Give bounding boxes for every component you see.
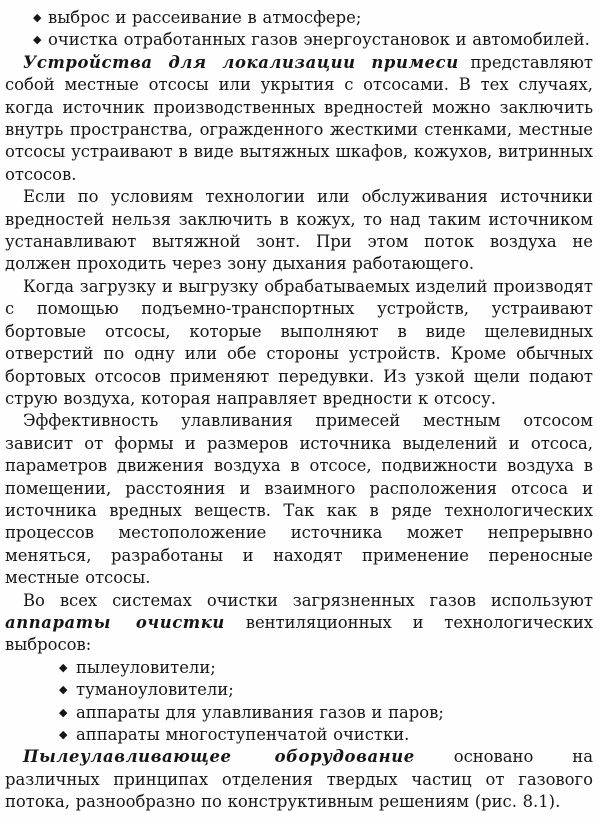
diamond-bullet-icon: ◆: [33, 33, 42, 47]
paragraph-text: Когда загрузку и выгрузку обрабатываемых изделий производят с помощью подъемно-транспортных устройств, устраивают бортовые отсосы, которые выполняют в виде щелевидных отверстий по одну или обе стороны устройств. Кроме обычных бортовых отсосов применяют передувки. Из узкой щели подают струю воздуха, которая направляет вредности к отсосу.: [5, 276, 593, 408]
paragraph-text: Во всех системах очистки загрязненных газов используют: [23, 590, 593, 610]
list-item-text: очистка отработанных газов энергоустановок и автомобилей.: [48, 30, 590, 50]
diamond-bullet-icon: ◆: [59, 683, 68, 697]
term-cleaning-apparatus: аппараты очистки: [5, 612, 225, 632]
cleaning-apparatus-list: [5, 657, 593, 747]
paragraph-side-suction: [5, 276, 593, 410]
list-item-text: пылеуловители;: [76, 657, 216, 677]
paragraph-text: вентиляционных и технологических выбросов:: [5, 612, 593, 655]
paragraph-text: основано на различных принципах отделения твердых частиц от газового потока, разнообразно по конструктивным решениям (рис. 8.1).: [5, 747, 593, 812]
list-item: [5, 679, 593, 701]
emission-methods-list: [5, 7, 593, 52]
paragraph-cleaning-apparatus-intro: [5, 590, 593, 657]
paragraph-exhaust-hood: [5, 186, 593, 276]
paragraph-text: представляют собой местные отсосы или укрытия с отсосами. В тех случаях, когда источник производственных вредностей можно заключить внутрь пространства, огражденного жесткими стенками, местные отсосы устраивают в виде вытяжных шкафов, кожухов, витринных отсосов.: [5, 52, 594, 184]
paragraph-text: Эффективность улавливания примесей местным отсосом зависит от формы и размеров источника выделений и отсоса, параметров движения воздуха в отсосе, подвижности воздуха в помещении, расстояния и взаимного расположения отсоса и источника вредных веществ. Так как в ряде технологических процессов местоположение источника может непрерывно меняться, разработаны и находят применение переносные местные отсосы.: [5, 411, 593, 588]
diamond-bullet-icon: ◆: [33, 11, 42, 24]
term-localization-devices: Устройства для локализации примеси: [23, 52, 459, 72]
list-item: [5, 7, 593, 29]
diamond-bullet-icon: ◆: [59, 660, 68, 674]
term-dust-collecting-equipment: Пылеулавливающее оборудование: [23, 747, 415, 767]
list-item: [5, 29, 593, 51]
paragraph-text: Если по условиям технологии или обслуживания источники вредностей нельзя заключить в кожух, то над таким источником устанавливают вытяжной зонт. При этом поток воздуха не должен проходить через зону дыхания работающего.: [5, 187, 593, 274]
list-item: [5, 724, 593, 746]
list-item-text: туманоуловители;: [76, 680, 234, 700]
list-item-text: аппараты для улавливания газов и паров;: [76, 702, 444, 722]
list-item: [5, 657, 593, 679]
paragraph-localization-devices: [5, 52, 593, 186]
diamond-bullet-icon: ◆: [59, 728, 68, 741]
list-item-text: выброс и рассеивание в атмосфере;: [48, 8, 362, 27]
list-item: [5, 702, 593, 724]
paragraph-capture-efficiency: [5, 410, 593, 589]
diamond-bullet-icon: ◆: [59, 705, 68, 719]
list-item-text: аппараты многоступенчатой очистки.: [76, 725, 410, 744]
